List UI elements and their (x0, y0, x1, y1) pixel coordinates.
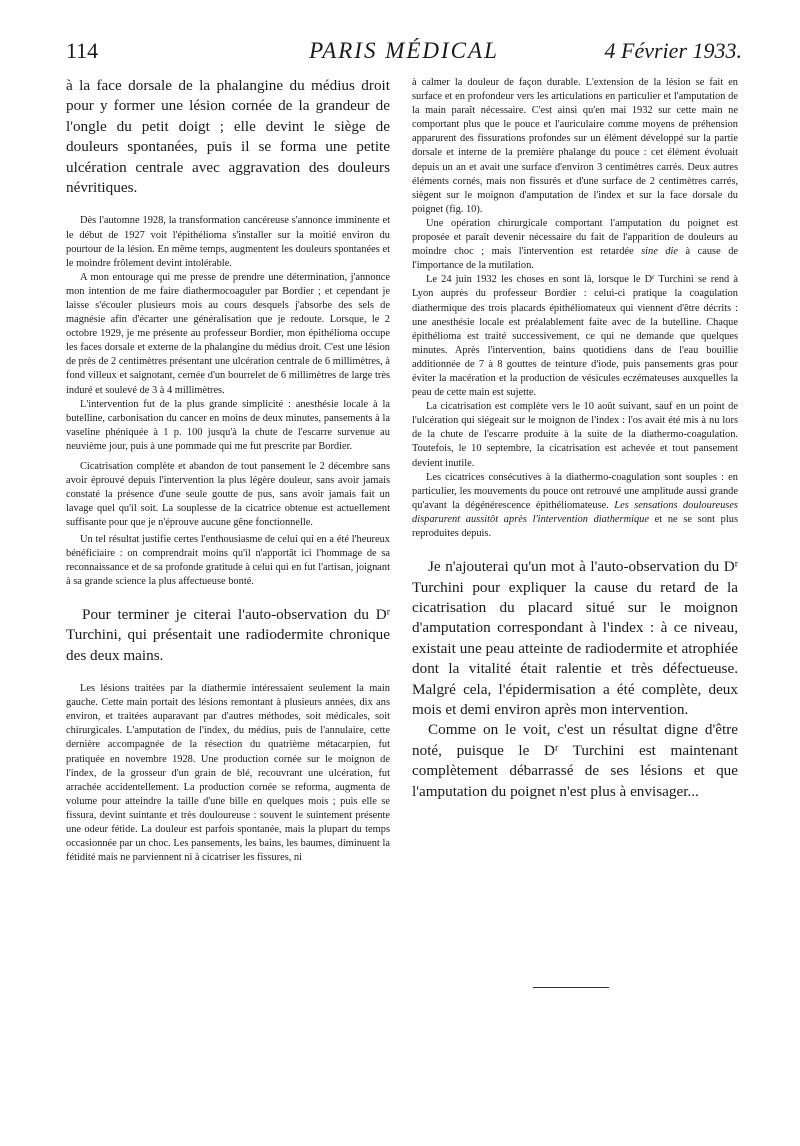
paragraph: à calmer la douleur de façon durable. L'extension de la lésion se fait en surface et en profondeur vers les articulations en particulier et l'amputation de la main paraît nécessaire. C'est ainsi qu'en mai 1932 sur cette main ne comportant plus que le pouce et l'auriculaire comme moyens de préhension apparurent des fissurations profondes sur un élément développé sur la partie dorsale et interne de la première phalange du pouce : cet élément évoluait depuis un an et avait une surface d'environ 3 centimètres carrés. Deux autres éléments cornés, mais non fissurés et d'une surface de 2 centimètres carrés, siègent sur le moignon d'amputation de l'index et sur la face dorsale du poignet (fig. 10). (412, 77, 738, 215)
journal-title: PARIS MÉDICAL (309, 38, 499, 63)
paragraph: A mon entourage qui me presse de prendre une détermination, j'annonce mon intention de me faire diathermocoaguler par Bordier ; et cependant je laisse s'écouler plusieurs mois au cours desquels j'absorbe des sels de magnésie afin d'écarter une généralisation que je redoute. Lorsque, le 2 octobre 1929, je me présente au professeur Bordier, mon épithélioma occupe les faces dorsale et externe de la phalangine du médius droit. C'est une lésion de près de 2 centimètres présentant une ulcération centrale de 6 millimètres, à fond villeux et saignotant, cernée d'un bourrelet de 6 millimètres de large très induré et soulevé de 3 à 4 millimètres. (66, 271, 390, 396)
paragraph: Je n'ajouterai qu'un mot à l'auto-observation du $D^r$ Turchini pour expliquer la cause du retard de la cicatrisation du placard situé sur le moignon d'amputation correspondant à l'index : à ce niveau, existait une peau atteinte de radiodermite et atrophiée dont la vitalité était ralentie et très défectueuse. Malgré cela, l'épidermisation a été complète, deux mois et demi environ après mon intervention. (412, 558, 738, 718)
page-number: 114 (66, 38, 99, 63)
right-column (412, 76, 738, 802)
paragraph: Comme on le voit, c'est un résultat digne d'être noté, puisque le $D^r$ Turchini est maintenant complètement débarrassé de ses lésions et que l'amputation du poignet n'est plus à envisager... (412, 721, 738, 800)
paragraph: Pour terminer je citerai l'auto-observation du $D^r$ Turchini, qui présentait une radiodermite chronique des deux mains. (66, 605, 390, 664)
paragraph: Cicatrisation complète et abandon de tout pansement le 2 décembre sans avoir éprouvé depuis l'intervention la plus légère douleur, sans avoir jamais constaté la présence d'une seule goutte de pus, sans avoir jamais fait un lavage quel qu'il soit. La souplesse de la cicatrice obtenue est actuellement suffisante pour que je n'éprouve aucune gêne fonctionnelle. (66, 461, 390, 529)
paragraph: Dès l'automne 1928, la transformation cancéreuse s'annonce imminente et le début de 1927 voit l'épithélioma s'installer sur la moitié environ du pourtour de la lésion. En même temps, augmentent les douleurs spontanées et le moindre frôlement devint intolérable. (66, 215, 390, 269)
page-header (66, 38, 742, 78)
paragraph: Le 24 juin 1932 les choses en sont là, lorsque le $D^r$ Turchini se rend à Lyon auprès du professeur Bordier : celui-ci pratique la coagulation diathermique des trois placards épithéliomateux qui viennent d'être décrits : une anesthésie locale est préalablement faite avec de la butelline. Chaque épithélioma est traité successivement, ce qui ne demande que quelques minutes. Après l'intervention, bains quotidiens dans de l'eau bouillie additionnée de 7 à 8 gouttes de teinture d'iode, puis pansements gras pour éviter la macération et la production de vésicules eczémateuses auxquelles la peau de cette main est sujette. (412, 274, 738, 399)
paragraph: Un tel résultat justifie certes l'enthousiasme de celui qui en a été l'heureux bénéficiaire : on comprendrait moins qu'il n'apportât ici l'hommage de sa reconnaissance et de sa profonde gratitude à celui qui en fut l'artisan, joignant à sa grande science la plus affectueuse bonté. (66, 533, 390, 587)
left-column (66, 76, 390, 865)
paragraph: L'intervention fut de la plus grande simplicité : anesthésie locale à la butelline, carbonisation du cancer en moins de deux minutes, pansements à la vaseline phéniquée à 1 p. 100 jusqu'à la chute de l'escarre survenue au neuvième jour, puis à une pommade qui me fut prescrite par Bordier. (66, 398, 390, 452)
paragraph: Une opération chirurgicale comportant l'amputation du poignet est proposée et paraît devenir nécessaire du fait de l'apparition de douleurs au moindre choc ; mais l'intervention est retardée sine die à cause de l'importance de la mutilation. (412, 217, 738, 272)
paragraph: La cicatrisation est complète vers le 10 août suivant, sauf en un point de l'ulcération qui siégeait sur le moignon de l'index : l'os avait été mis à nu lors de la chute de l'escarre produite à la suite de la diathermo-coagulation. Toutefois, le 10 septembre, la cicatrisation est achevée et tout pansement devient inutile. (412, 401, 738, 469)
issue-date: 4 Février 1933. (604, 38, 742, 63)
paragraph: Les cicatrices consécutives à la diathermo-coagulation sont souples : en particulier, les mouvements du pouce ont retrouvé une amplitude aussi grande qu'avant la dégénérescence épithéliomateuse. Les sensations douloureuses disparurent aussitôt après l'intervention diathermique et ne se sont plus reproduites depuis. (412, 471, 738, 539)
paragraph: à la face dorsale de la phalangine du médius droit pour y former une lésion cornée de la grandeur de l'ongle du petit doigt ; elle devint le siège de douleurs spontanées, puis il se forma une petite ulcération centrale avec aggravation des douleurs névritiques. (66, 77, 390, 197)
closing-rule (533, 987, 609, 988)
paragraph: Les lésions traitées par la diathermie intéressaient seulement la main gauche. Cette main portait des lésions remontant à plusieurs années, dix ans environ, et traitées auparavant par d'autres méthodes, soit médicales, soit chirurgicales. L'amputation de l'index, du médius, puis de l'annulaire, cette dernière accompagnée de la résection du quatrième métacarpien, fut pratiquée en novembre 1928. Une production cornée sur le moignon de l'index, de la grosseur d'un grain de blé, recouvrant une ulcération, fut arrachée accidentellement. La production cornée se reforma, augmenta de volume pour atteindre la taille d'une bille en quelques mois ; puis elle se fissura, devint suintante et très douloureuse : souvent le suintement présente une odeur fétide. La douleur est parfois spontanée, mais la plupart du temps occasionnée par un choc. Les pansements, les bains, les baumes, diminuent la fétidité mais ne parviennent ni à cicatriser les fissures, ni (66, 683, 390, 864)
